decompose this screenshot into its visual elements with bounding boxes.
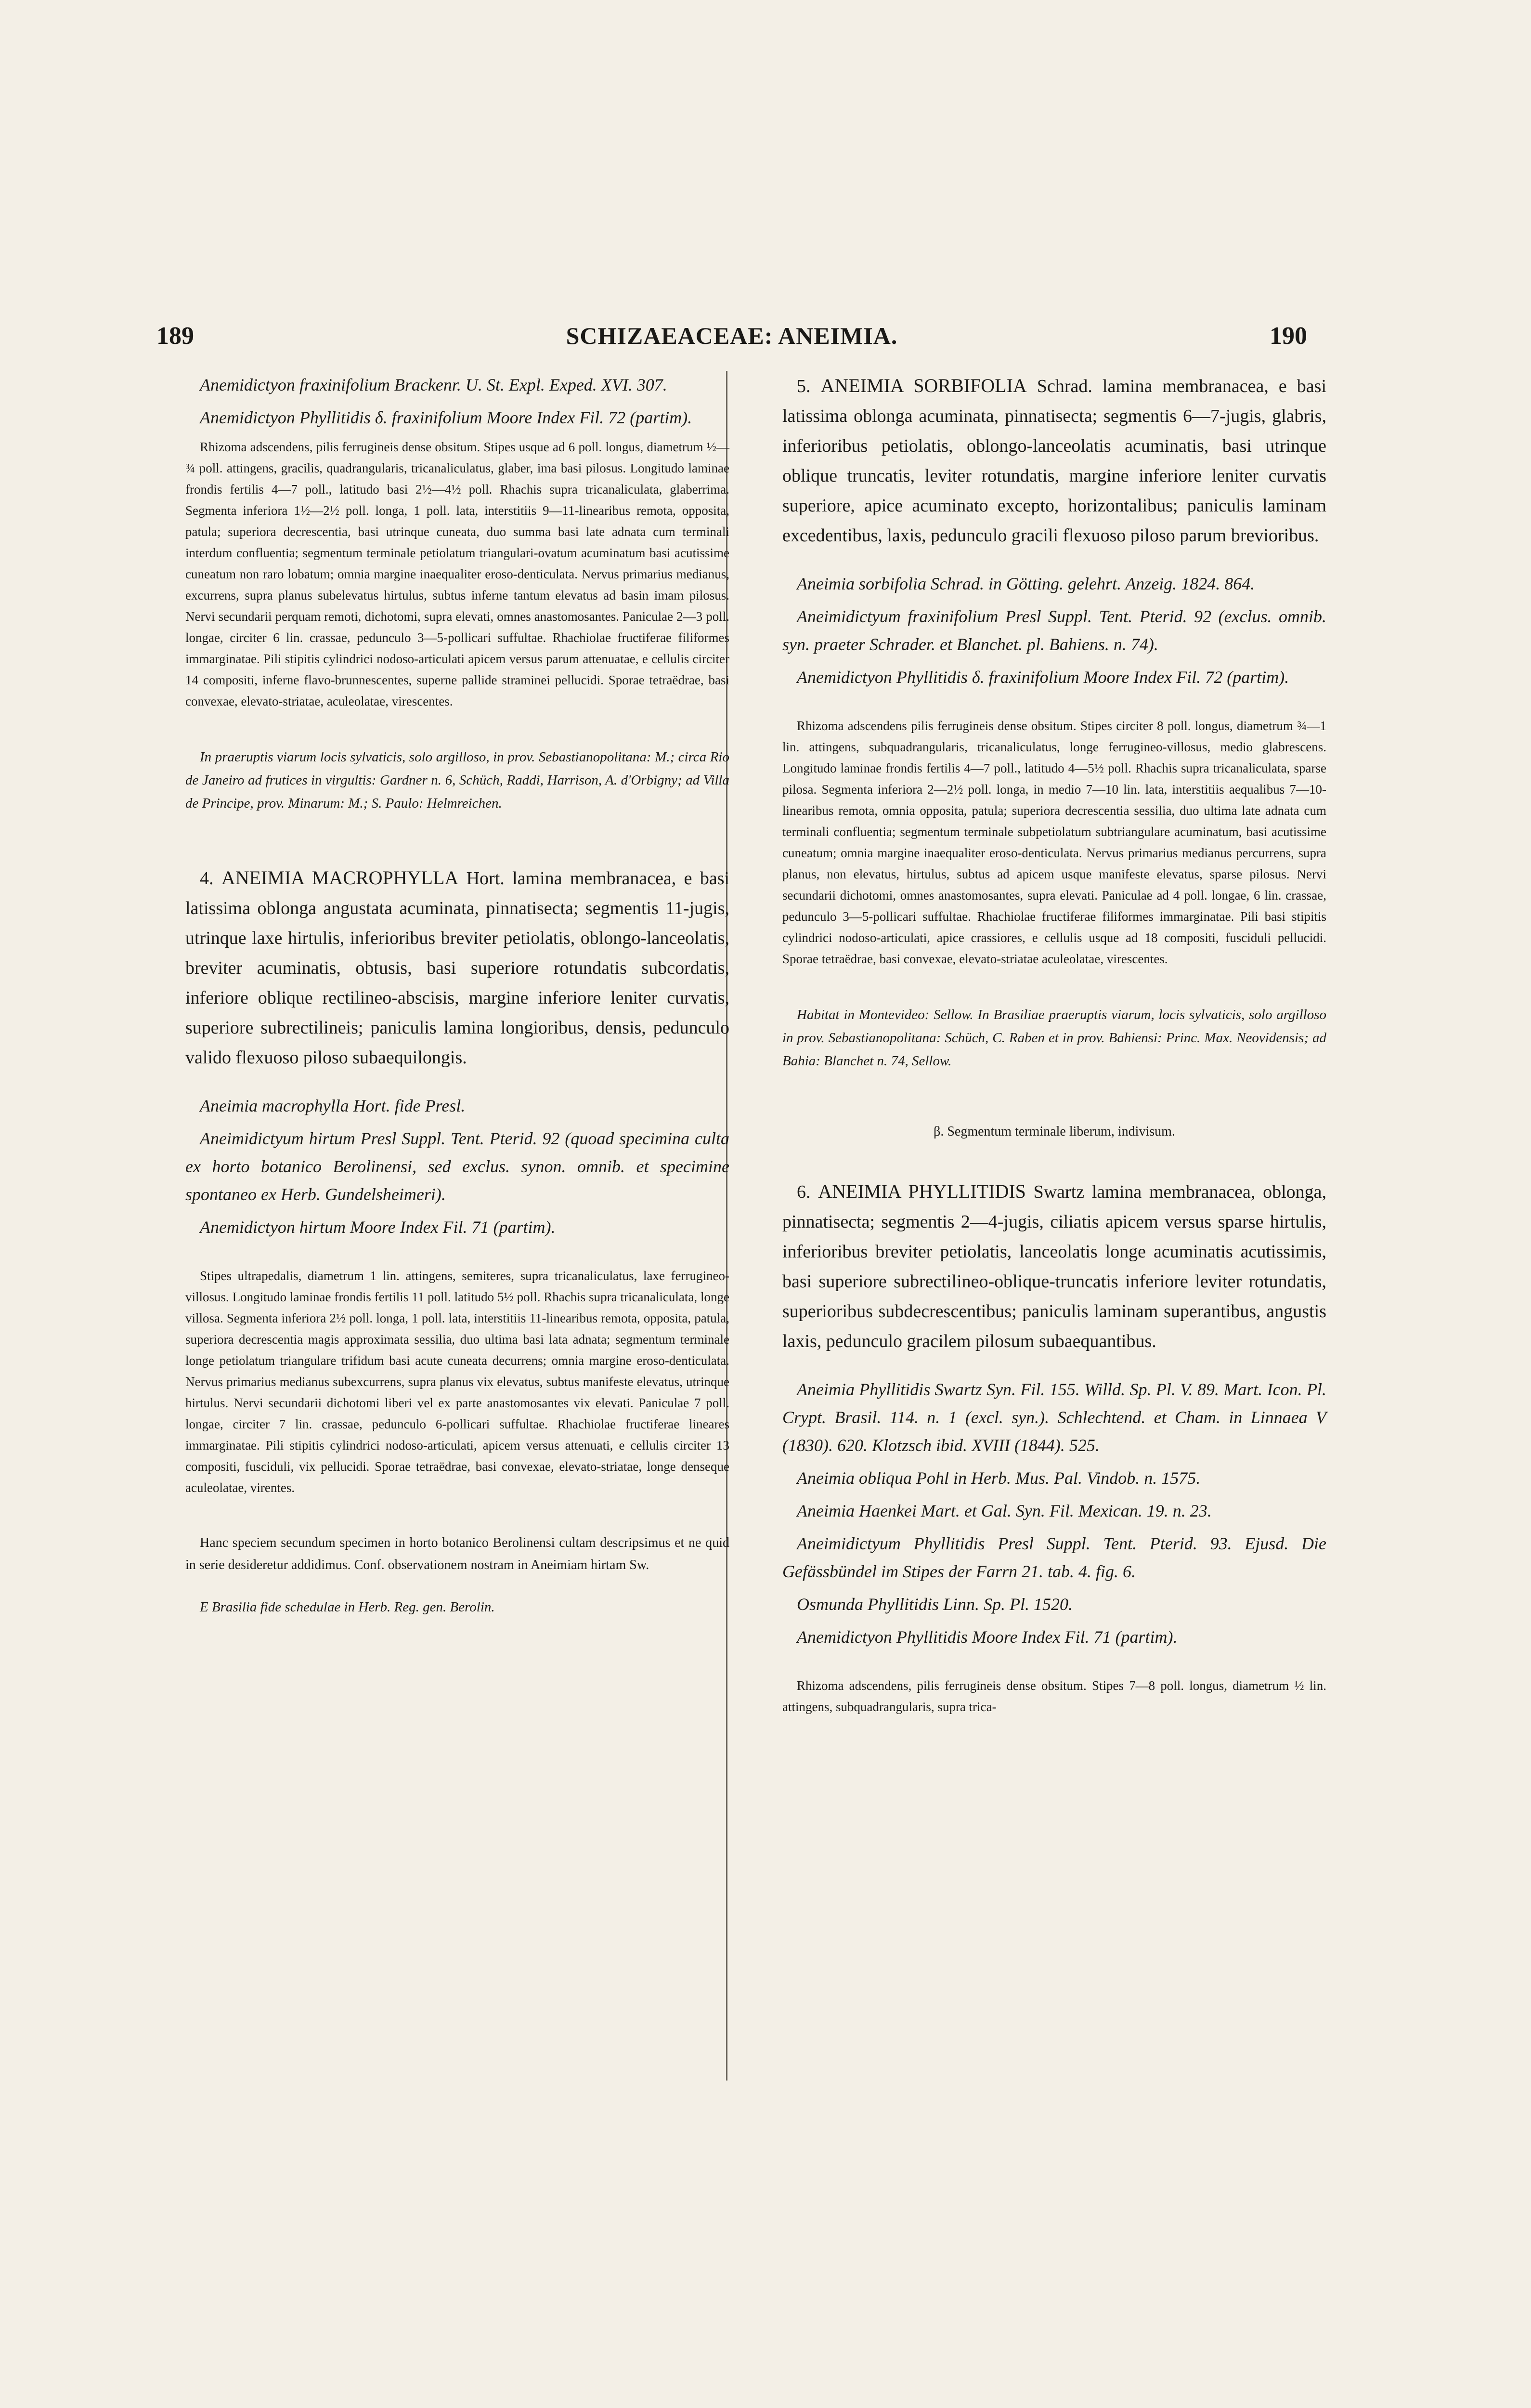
citation: Aneimidictyum fraxinifolium Presl Suppl. Tent. Pterid. 92 (exclus. omnib. syn. praeter Schrader. et Blanchet. pl. Bahiens. n. 74). bbox=[782, 607, 1326, 654]
species-name: ANEIMIA MACROPHYLLA bbox=[221, 867, 459, 889]
citation: Aneimidictyum hirtum Presl Suppl. Tent. Pterid. 92 (quoad specimina culta ex horto botanico Berolinensi, sed exclus. synon. omnib. et specimine spontaneo ex Herb. Gundelsheimeri). bbox=[185, 1129, 729, 1204]
left-column bbox=[185, 371, 729, 1619]
citation: Anemidictyon Phyllitidis δ. fraxinifolium Moore Index Fil. 72 (partim). bbox=[797, 667, 1289, 687]
page-number-right: 190 bbox=[1270, 322, 1307, 350]
variety-beta: β. Segmentum terminale liberum, indivisum. bbox=[934, 1124, 1175, 1139]
right-column bbox=[782, 371, 1326, 1717]
locality: Habitat in Montevideo: Sellow. In Brasiliae praeruptis viarum, locis sylvaticis, solo argilloso in prov. Sebastianopolitana: Schüch, C. Raben et in prov. Bahiensi: Princ. Max. Neovidensis; ad Bahia: Blanchet n. 74, Sellow. bbox=[782, 1007, 1326, 1069]
diagnosis-text: lamina membranacea, oblonga, pinnatisecta; segmentis 2—4-jugis, ciliatis apicem versus sparse hirtulis, inferioribus breviter petiolatis, lanceolatis longe acuminatis acutissimis, basi superiore subrectilineo-oblique-truncatis inferiore leviter rotundatis, superioribus subdecrescentibus; paniculis laminam superantibus, angustis laxis, pedunculo gracilem pilosum subaequantibus. bbox=[782, 1182, 1327, 1351]
species-number: 4. bbox=[200, 868, 214, 889]
diagnosis-text: lamina membranacea, e basi latissima oblonga acuminata, pinnatisecta; segmentis 6—7-jugis, glabris, inferioribus petiolatis, oblongo-lanceolatis acuminatis, basi utrinque oblique truncatis, leviter rotundatis, margine inferiore leniter curvatis superiore, apice acuminato excepto, horizontalibus; paniculis laminam excedentibus, laxis, pedunculo gracili flexuoso piloso parum brevioribus. bbox=[782, 376, 1326, 546]
citation: Aneimia Phyllitidis Swartz Syn. Fil. 155. Willd. Sp. Pl. V. 89. Mart. Icon. Pl. Crypt. Brasil. 114. n. 1 (excl. syn.). Schlechtend. et Cham. in Linnaea V (1830). 620. Klotzsch ibid. XVIII (1844). 525. bbox=[782, 1380, 1326, 1455]
species-number: 5. bbox=[797, 376, 811, 396]
citation: Aneimia sorbifolia Schrad. in Götting. gelehrt. Anzeig. 1824. 864. bbox=[797, 574, 1255, 593]
species-diagnosis bbox=[782, 371, 1326, 550]
locality: In praeruptis viarum locis sylvaticis, solo argilloso, in prov. Sebastianopolitana: M.; circa Rio de Janeiro ad frutices in virgultis: Gardner n. 6, Schüch, Raddi, Harrison, A. d'Orbigny; ad Villa de Principe, prov. Minarum: M.; S. Paulo: Helmreichen. bbox=[185, 749, 729, 811]
citation: Anemidictyon hirtum Moore Index Fil. 71 (partim). bbox=[200, 1217, 556, 1237]
diagnosis-text: lamina membranacea, e basi latissima oblonga angustata acuminata, pinnatisecta; segmentis 11-jugis, utrinque laxe hirtulis, inferioribus breviter petiolatis, oblongo-lanceolatis, breviter acuminatis, obtusis, basi superiore rotundatis subcordatis, inferiore oblique rectilineo-abscisis, margine inferiore leniter curvatis, superiore subrectilineis; paniculis lamina longioribus, densis, pedunculo valido flexuoso piloso subaequilongis. bbox=[185, 868, 730, 1068]
page-number-left: 189 bbox=[156, 322, 194, 350]
running-title: SCHIZAEACEAE: ANEIMIA. bbox=[566, 322, 898, 349]
species-author: Hort. bbox=[466, 868, 505, 889]
citation: Osmunda Phyllitidis Linn. Sp. Pl. 1520. bbox=[797, 1595, 1073, 1614]
description: Rhizoma adscendens, pilis ferrugineis dense obsitum. Stipes 7—8 poll. longus, diametrum ½ lin. attingens, subquadrangularis, supra trica- bbox=[782, 1678, 1326, 1714]
citation: Aneimia obliqua Pohl in Herb. Mus. Pal. Vindob. n. 1575. bbox=[797, 1468, 1201, 1488]
species-diagnosis bbox=[185, 863, 729, 1073]
citation: Anemidictyon Phyllitidis δ. fraxinifolium Moore Index Fil. 72 (partim). bbox=[200, 408, 692, 427]
citation: Aneimia Haenkei Mart. et Gal. Syn. Fil. Mexican. 19. n. 23. bbox=[797, 1501, 1212, 1520]
species-name: ANEIMIA PHYLLITIDIS bbox=[818, 1180, 1026, 1202]
description: Stipes ultrapedalis, diametrum 1 lin. attingens, semiteres, supra tricanaliculatus, laxe ferrugineo-villosus. Longitudo laminae frondis fertilis 11 poll. latitudo 5½ poll. Rhachis supra tricanaliculata, longe villosa. Segmenta inferiora 2½ poll. longa, 1 poll. lata, interstitiis 11-linearibus remota, opposita, patula, superiora decrescentia magis approximata sessilia, duo ultima basi lata adnata; segmentum terminale longe petiolatum triangulare trifidum basi acute cuneata decurrens; omnia margine eroso-denticulata. Nervus primarius medianus subexcurrens, supra planus vix elevatus, subtus manifeste elevatus, utrinque hirtulus. Nervi secundarii dichotomi liberi vel ex parte anastomosantes vix elevati. Paniculae 7 poll. longae, circiter 7 lin. crassae, pedunculo 6-pollicari suffultae. Rhachiolae fructiferae lineares immarginatae. Pili stipitis cylindrici nodoso-articulati, apicem versus attenuati, e cellulis circiter 13 compositi, fusciduli, vix pellucidi. Sporae tetraëdrae, basi convexae, elevato-striatae, longe denseque aculeolatae, virentes. bbox=[185, 1269, 729, 1495]
page-header bbox=[156, 322, 1307, 351]
species-name: ANEIMIA SORBIFOLIA bbox=[820, 375, 1027, 396]
citation: Anemidictyon fraxinifolium Brackenr. U. St. Expl. Exped. XVI. 307. bbox=[200, 375, 667, 394]
citation: Anemidictyon Phyllitidis Moore Index Fil. 71 (partim). bbox=[797, 1627, 1178, 1647]
locality: E Brasilia fide schedulae in Herb. Reg. gen. Berolin. bbox=[200, 1599, 495, 1615]
citation: Aneimidictyum Phyllitidis Presl Suppl. Tent. Pterid. 93. Ejusd. Die Gefässbündel im Stipes der Farrn 21. tab. 4. fig. 6. bbox=[782, 1534, 1326, 1581]
description: Rhizoma adscendens, pilis ferrugineis dense obsitum. Stipes usque ad 6 poll. longus, diametrum ½—¾ poll. attingens, gracilis, quadrangularis, tricanaliculatus, glaber, ima basi pilosus. Longitudo laminae frondis fertilis 4—7 poll., latitudo basi 2½—4½ poll. Rhachis supra tricanaliculata, glaberrima. Segmenta inferiora 1½—2½ poll. longa, 1 poll. lata, interstitiis 9—11-linearibus remota, opposita, patula; superiora decrescentia, basi utrinque cuneata, duo summa basi late adnata cum terminali interdum confluentia; segmentum terminale petiolatum triangulari-ovatum acuminatum basi acutissime cuneatum non raro lobatum; omnia margine inaequaliter eroso-denticulata. Nervus primarius medianus, excurrens, supra planus subelevatus hirtulus, subtus inferne tantum elevatus ad basin imam pilosus. Nervi secundarii perquam remoti, dichotomi, supra elevati, omnes anastomosantes. Paniculae 2—3 poll. longae, circiter 6 lin. crassae, pedunculo 3—5-pollicari suffultae. Rhachiolae fructiferae filiformes immarginatae. Pili stipitis cylindrici nodoso-articulati apicem versus parum attenuatae, e cellulis circiter 14 compositi, inferne flavo-brunnescentes, superne pallide straminei pellucidi. Sporae tetraëdrae, basi convexae, elevato-striatae, aculeolatae, virescentes. bbox=[185, 440, 729, 708]
citation: Aneimia macrophylla Hort. fide Presl. bbox=[200, 1096, 466, 1115]
description: Rhizoma adscendens pilis ferrugineis dense obsitum. Stipes circiter 8 poll. longus, diametrum ¾—1 lin. attingens, subquadrangularis, tricanaliculatus, longe ferrugineo-villosus, medio glabrescens. Longitudo laminae frondis fertilis 4—7 poll., latitudo 4—5½ poll. Rhachis supra tricanaliculata, sparse pilosa. Segmenta inferiora 2—2½ poll. longa, in medio 7—10 lin. lata, interstitiis aequalibus 7—10-linearibus remota, omnia opposita, patula; superiora decrescentia sessilia, duo ultima late adnata cum terminali confluentia; segmentum terminale subpetiolatum subtriangulare acuminatum, basi acutissime cuneatum; omnia margine inaequaliter eroso-denticulata. Nervus primarius medianus percurrens, supra planus, non elevatus, hirtulus, subtus ad apicem usque manifeste elevatus, sparse pilosus. Nervi secundarii dichotomi, omnes anastomosantes, supra elevati. Paniculae ad 4 poll. longae, 6 lin. crassae, pedunculo 3—5-pollicari suffultae. Rhachiolae fructiferae filiformes immarginatae. Pili basi stipitis cylindrici nodoso-articulati, apice crassiores, e cellulis usque ad 18 compositi, fusciduli pellucidi. Sporae tetraëdrae, basi convexae, elevato-striatae aculeolatae, virescentes. bbox=[782, 719, 1326, 966]
species-number: 6. bbox=[797, 1182, 811, 1202]
species-author: Schrad. bbox=[1037, 376, 1092, 396]
species-diagnosis bbox=[782, 1177, 1326, 1356]
species-author: Swartz bbox=[1033, 1182, 1085, 1202]
note: Hanc speciem secundum specimen in horto botanico Berolinensi cultam descripsimus et ne quid in serie desideretur addidimus. Conf. observationem nostram in Aneimiam hirtam Sw. bbox=[185, 1535, 729, 1572]
